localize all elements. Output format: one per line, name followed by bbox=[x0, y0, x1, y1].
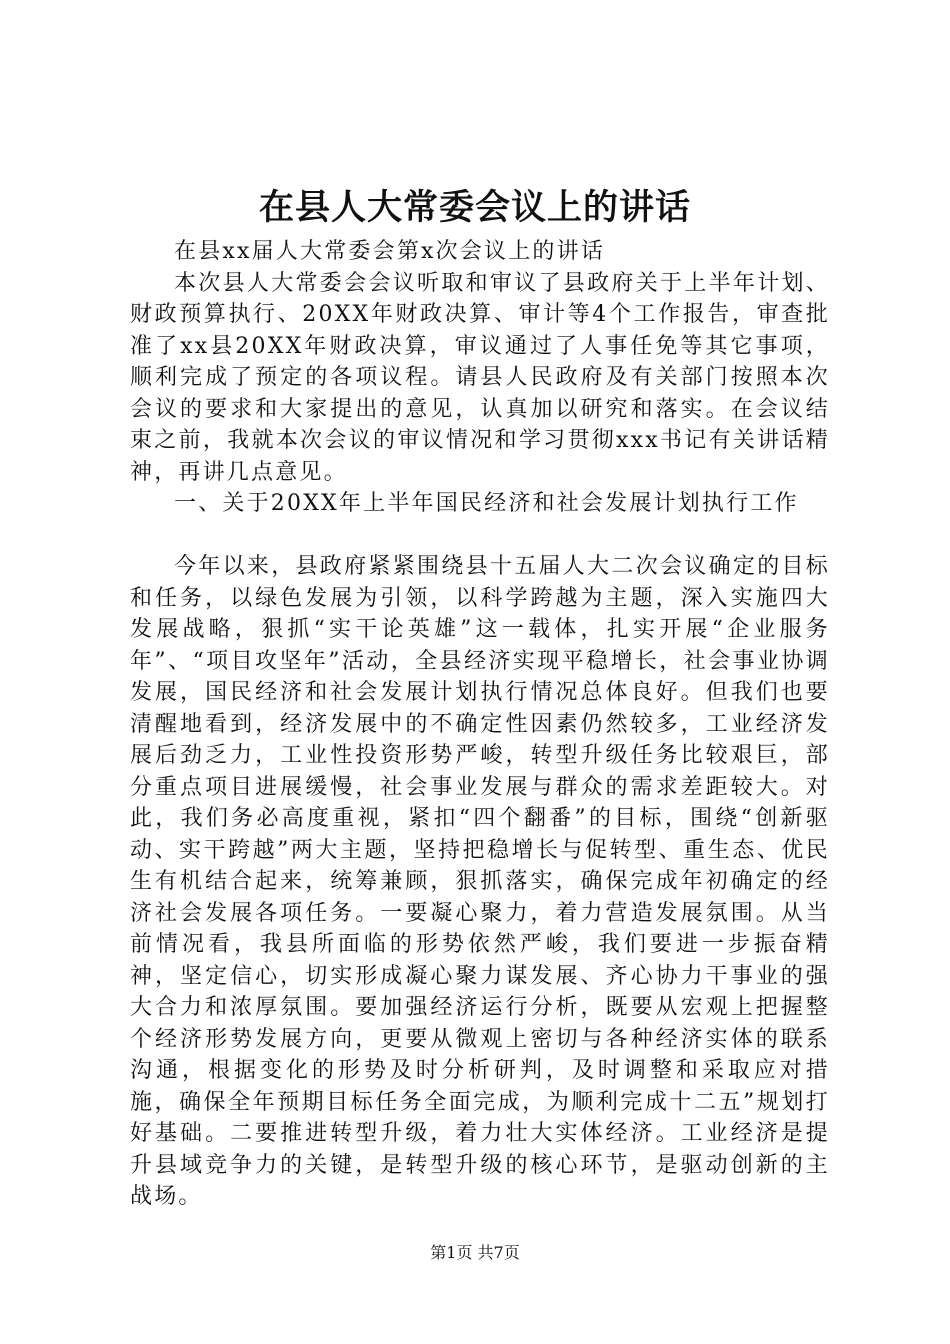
page-footer: 第1页 共7页 bbox=[430, 1243, 520, 1262]
section-heading: 一、关于20XX年上半年国民经济和社会发展计划执行工作 bbox=[174, 491, 799, 516]
document-body bbox=[130, 236, 830, 1213]
intro-paragraph: 本次县人大常委会会议听取和审议了县政府关于上半年计划、财政预算执行、20XX年财政决算、审计等4个工作报告，审查批准了xx县20XX年财政决算，审议通过了人事任免等其它事项，顺利完成了预定的各项议程。请县人民政府及有关部门按照本次会议的要求和大家提出的意见，认真加以研究和落实。在会议结束之前，我就本次会议的审议情况和学习贯彻xxx书记有关讲话精神，再讲几点意见。 bbox=[130, 270, 830, 485]
speech-subtitle: 在县xx届人大常委会第x次会议上的讲话 bbox=[174, 239, 606, 264]
body-paragraph: 今年以来，县政府紧紧围绕县十五届人大二次会议确定的目标和任务，以绿色发展为引领，以科学跨越为主题，深入实施四大发展战略，狠抓“实干论英雄”这一载体，扎实开展“企业服务年”、“项目攻坚年”活动，全县经济实现平稳增长，社会事业协调发展，国民经济和社会发展计划执行情况总体良好。但我们也要清醒地看到，经济发展中的不确定性因素仍然较多，工业经济发展后劲乏力，工业性投资形势严峻，转型升级任务比较艰巨，部分重点项目进展缓慢，社会事业发展与群众的需求差距较大。对此，我们务必高度重视，紧扣“四个翻番”的目标，围绕“创新驱动、实干跨越”两大主题，坚持把稳增长与促转型、重生态、优民生有机结合起来，统筹兼顾，狠抓落实，确保完成年初确定的经济社会发展各项任务。一要凝心聚力，着力营造发展氛围。从当前情况看，我县所面临的形势依然严峻，我们要进一步振奋精神，坚定信心，切实形成凝心聚力谋发展、齐心协力干事业的强大合力和浓厚氛围。要加强经济运行分析，既要从宏观上把握整个经济形势发展方向，更要从微观上密切与各种经济实体的联系沟通，根据变化的形势及时分析研判，及时调整和采取应对措施，确保全年预期目标任务全面完成，为顺利完成十二五”规划打好基础。二要推进转型升级，着力壮大实体经济。工业经济是提升县域竞争力的关键，是转型升级的核心环节，是驱动创新的主战场。 bbox=[130, 554, 830, 1209]
document-title: 在县人大常委会议上的讲话 bbox=[258, 187, 691, 228]
